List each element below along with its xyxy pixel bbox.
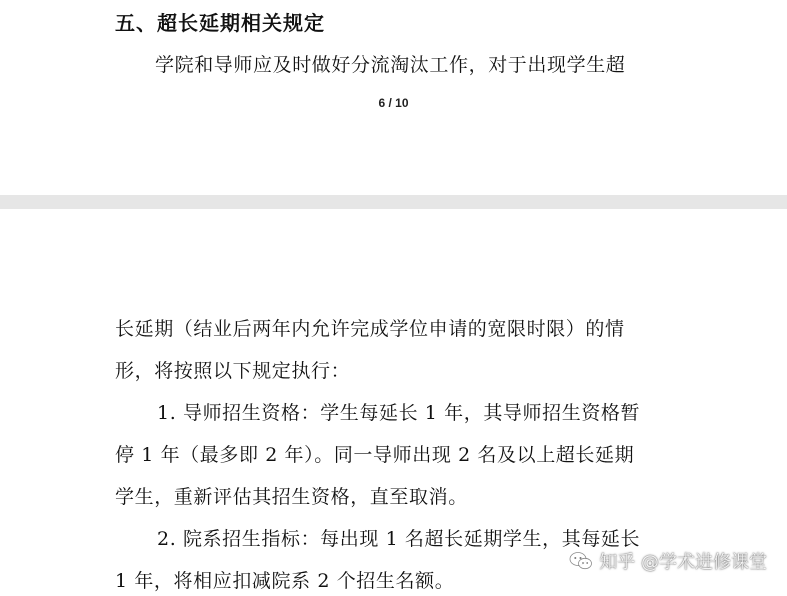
list-item-2-line: 1 年，将相应扣减院系 2 个招生名额。 (115, 570, 455, 592)
watermark-text: 知乎 @学术进修课堂 (599, 552, 767, 573)
list-item-1-line: 停 1 年（最多即 2 年）。同一导师出现 2 名及以上超长延期 (115, 444, 635, 466)
paragraph-line: 长延期（结业后两年内允许完成学位申请的宽限时限）的情 (115, 318, 625, 340)
paragraph-line: 形，将按照以下规定执行： (115, 360, 351, 382)
page-number: 6 / 10 (378, 96, 409, 110)
watermark (569, 548, 767, 574)
wechat-icon (569, 551, 593, 571)
document-page-6 (0, 0, 787, 195)
section-heading: 五、超长延期相关规定 (115, 11, 325, 35)
document-page-7 (0, 209, 787, 596)
list-item-2-line: 2. 院系招生指标：每出现 1 名超长延期学生，其每延长 (157, 528, 641, 550)
paragraph-line: 学院和导师应及时做好分流淘汰工作，对于出现学生超 (155, 54, 626, 76)
list-item-1-line: 1. 导师招生资格：学生每延长 1 年，其导师招生资格暂 (157, 402, 641, 424)
list-item-1-line: 学生，重新评估其招生资格，直至取消。 (115, 486, 468, 508)
page-separator (0, 195, 787, 209)
